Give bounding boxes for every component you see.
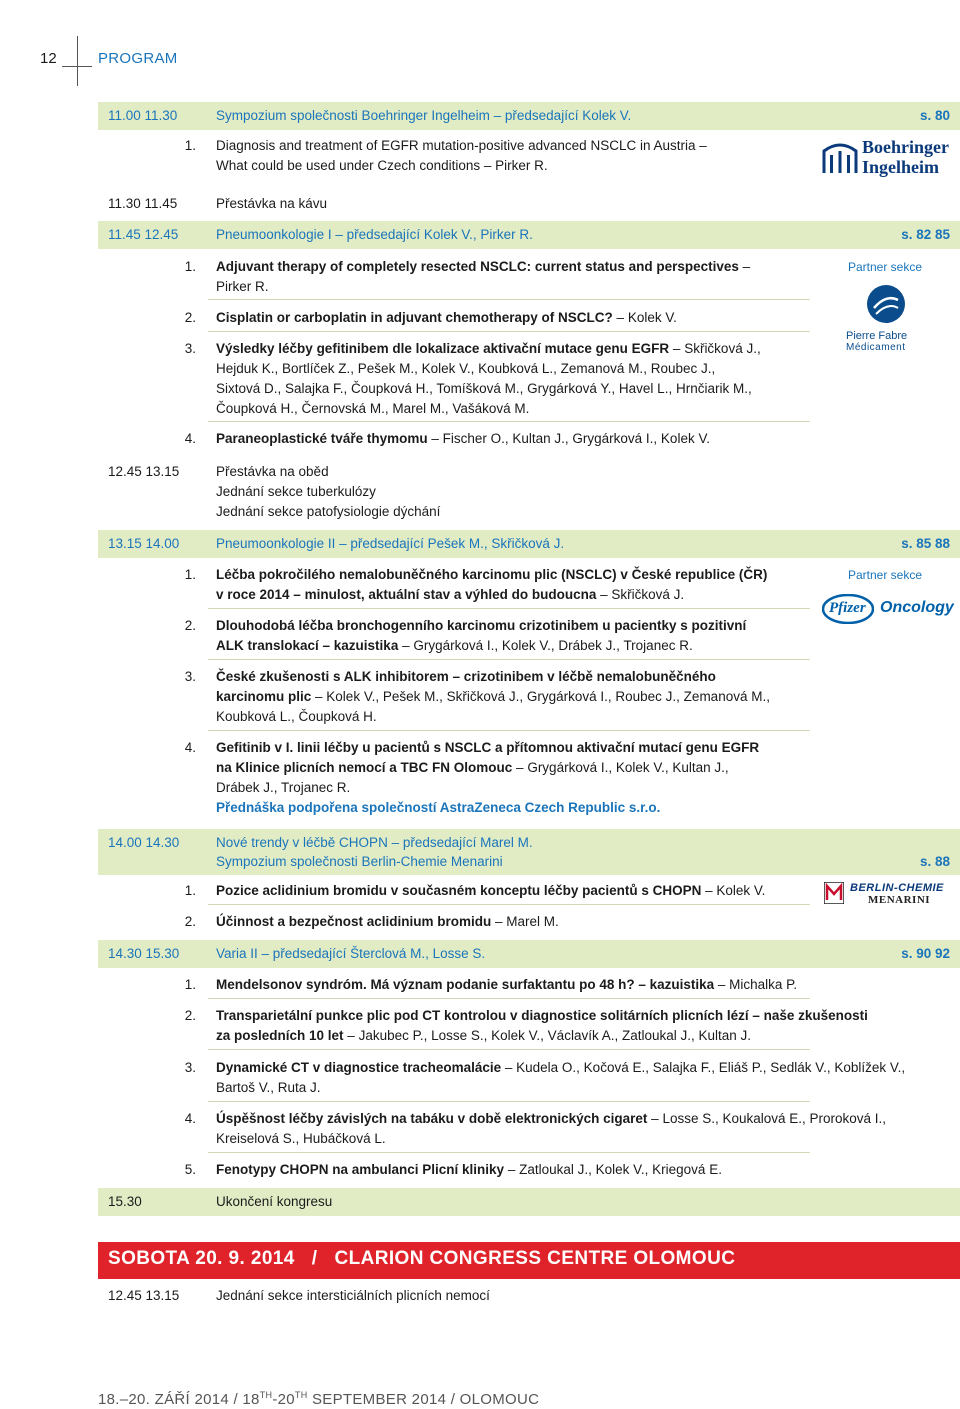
footer-text: 18.–20. ZÁŘÍ 2014 / 18: [98, 1391, 260, 1408]
item-authors: Jakubec P., Losse S., Kolek V., Václavík A., Zatloukal J., Kultan J.: [358, 1028, 752, 1043]
break-text: [216, 462, 916, 522]
item-text: [216, 1058, 926, 1098]
item-authors: Grygárková I., Kolek V., Kultan J.,: [527, 760, 729, 775]
logo-text: Pierre Fabre: [846, 330, 908, 342]
item-number: 3.: [184, 669, 196, 684]
session-header-pneumoonkologie-1: [98, 221, 960, 249]
dash: –: [612, 310, 628, 325]
item-title: Paraneoplastické tváře thymomu: [216, 431, 428, 446]
item-authors: Kolek V., Pešek M., Skřičková J., Grygárková I., Roubec J., Zemanová M.,: [326, 689, 770, 704]
dash: –: [738, 259, 751, 274]
dash: –: [491, 914, 507, 929]
partner-label: Partner sekce: [848, 260, 923, 274]
dash: –: [343, 1028, 359, 1043]
logo-text: MENARINI: [868, 894, 931, 906]
divider: [208, 730, 810, 731]
session-subtitle: Sympozium společnosti Berlin-Chemie Menarini: [216, 854, 503, 869]
sponsor-note: Přednáška podpořena společností AstraZeneca Czech Republic s.r.o.: [216, 800, 661, 815]
boehringer-emblem-icon: [820, 137, 860, 177]
item-number: 4.: [184, 740, 196, 755]
item-text: [216, 912, 816, 932]
item-authors: Koubková L., Čoupková H.: [216, 709, 377, 724]
dash: –: [501, 1060, 517, 1075]
logo-text: BERLIN-CHEMIE: [850, 882, 944, 894]
dash: –: [427, 431, 443, 446]
item-time: 12.45 13.15: [108, 1288, 180, 1303]
divider: [208, 1049, 810, 1050]
section-label: PROGRAM: [98, 50, 178, 67]
item-number: 5.: [184, 1162, 196, 1177]
crop-mark-horizontal: [62, 66, 92, 67]
item-text: [216, 1109, 926, 1149]
item-authors: Skřičková J.,: [684, 341, 761, 356]
item-title: Dlouhodobá léčba bronchogenního karcinomu crizotinibem u pacientky s pozitivní: [216, 618, 747, 633]
item-title: Jednání sekce intersticiálních plicních nemocí: [216, 1288, 490, 1303]
item-title: Transparietální punkce plic pod CT kontrolou v diagnostice solitárních plicních lézí – naše zkušenosti: [216, 1008, 868, 1023]
break-time: 11.30 11.45: [108, 196, 178, 211]
item-number: 1.: [184, 883, 196, 898]
item-text: [216, 616, 816, 656]
dash: –: [701, 883, 717, 898]
item-number: 4.: [184, 431, 196, 446]
partner-label: Partner sekce: [848, 568, 923, 582]
item-number: 3.: [184, 341, 196, 356]
boehringer-ingelheim-logo: [820, 137, 950, 179]
item-title: Úspěšnost léčby závislých na tabáku v době elektronických cigaret: [216, 1111, 648, 1126]
item-title: ALK translokací – kazuistika: [216, 638, 399, 653]
item-authors: Marel M.: [506, 914, 559, 929]
item-authors: Sixtová D., Salajka F., Čoupková H., Tomíšková M., Grygárková Y., Havel L., Hrnčiarik M.,: [216, 381, 752, 396]
logo-text: Pfizer: [829, 600, 866, 616]
session-time: 14.30 15.30: [108, 946, 180, 961]
item-authors: Zatloukal J., Kolek V., Kriegová E.: [519, 1162, 722, 1177]
break-title: Přestávka na kávu: [216, 196, 328, 211]
divider: [208, 1101, 810, 1102]
day-heading: SOBOTA 20. 9. 2014 / CLARION CONGRESS CENTRE OLOMOUC: [108, 1248, 736, 1269]
item-title: Účinnost a bezpečnost aclidinium bromidu: [216, 914, 492, 929]
item-authors: Pirker R.: [216, 279, 269, 294]
item-number: 1.: [184, 259, 196, 274]
item-text: [216, 738, 926, 818]
footer-text: -20: [272, 1391, 295, 1408]
saturday-banner: [98, 1242, 960, 1279]
item-title: za posledních 10 let: [216, 1028, 344, 1043]
item-text: [216, 1006, 926, 1046]
item-title: Gefitinib v I. linii léčby u pacientů s NSCLC a přítomnou aktivační mutací genu EGFR: [216, 740, 760, 755]
session-pages: s. 88: [919, 854, 950, 869]
footer-text: SEPTEMBER 2014 / OLOMOUC: [307, 1391, 540, 1408]
item-authors: Hejduk K., Bortlíček Z., Pešek M., Kolek V., Koubková L., Zemanová M., Roubec J.,: [216, 361, 716, 376]
item-title: Cisplatin or carboplatin in adjuvant chemotherapy of NSCLC?: [216, 310, 613, 325]
session-title: Sympozium společnosti Boehringer Ingelheim – předsedající Kolek V.: [216, 108, 632, 123]
divider: [208, 659, 810, 660]
item-number: 4.: [184, 1111, 196, 1126]
berlin-chemie-menarini-logo: [824, 882, 954, 906]
item-text: [216, 136, 816, 176]
item-title: České zkušenosti s ALK inhibitorem – crizotinibem v léčbě nemalobuněčného: [216, 669, 716, 684]
item-number: 1.: [184, 977, 196, 992]
break-line: Přestávka na oběd: [216, 464, 329, 479]
session-time: 13.15 14.00: [108, 536, 180, 551]
logo-text: Médicament: [846, 342, 906, 353]
item-authors: Bartoš V., Ruta J.: [216, 1080, 321, 1095]
item-authors: Čoupková H., Černovská M., Marel M., Vašáková M.: [216, 401, 530, 416]
item-text: [216, 667, 816, 727]
item-text: [216, 975, 926, 995]
pierre-fabre-logo: [842, 284, 932, 356]
divider: [208, 1152, 810, 1153]
item-text: [216, 881, 816, 901]
dash: –: [669, 341, 685, 356]
item-authors: Drábek J., Trojanec R.: [216, 780, 351, 795]
session-header-varia-2: [98, 940, 960, 968]
item-text: [216, 257, 816, 297]
session-title: Pneumoonkologie I – předsedající Kolek V., Pirker R.: [216, 227, 533, 242]
item-number: 1.: [184, 567, 196, 582]
item-title: Léčba pokročilého nemalobuněčného karcinomu plic (NSCLC) v České republice (ČR): [216, 567, 768, 582]
item-title: Pozice aclidinium bromidu v současném konceptu léčby pacientů s CHOPN: [216, 883, 702, 898]
item-number: 1.: [184, 138, 196, 153]
session-title: Varia II – předsedající Šterclová M., Losse S.: [216, 946, 486, 961]
item-authors: Skřičková J.: [611, 587, 685, 602]
end-title: Ukončení kongresu: [216, 1194, 333, 1209]
dash: –: [512, 760, 528, 775]
item-title: Výsledky léčby gefitinibem dle lokalizace aktivační mutace genu EGFR: [216, 341, 670, 356]
divider: [208, 331, 810, 332]
footer-dates: [98, 1390, 539, 1408]
item-authors: Losse S., Koukalová E., Proroková I.,: [662, 1111, 887, 1126]
break-time: 12.45 13.15: [108, 464, 180, 479]
item-text: [216, 565, 816, 605]
item-title: Adjuvant therapy of completely resected NSCLC: current status and perspectives: [216, 259, 739, 274]
item-authors: Kolek V.: [716, 883, 766, 898]
item-authors: Grygárková I., Kolek V., Drábek J., Trojanec R.: [413, 638, 693, 653]
item-number: 2.: [184, 1008, 196, 1023]
item-title: karcinomu plic: [216, 689, 312, 704]
footer-superscript: TH: [259, 1390, 273, 1400]
pierre-fabre-emblem-icon: [866, 284, 906, 324]
logo-text: Ingelheim: [862, 157, 940, 177]
session-title: Nové trendy v léčbě CHOPN – předsedající Marel M.: [216, 835, 533, 850]
session-pages: s. 82 85: [901, 227, 950, 242]
dash: –: [504, 1162, 520, 1177]
divider: [208, 421, 810, 422]
session-pages: s. 80: [919, 108, 950, 123]
item-authors: Kudela O., Kočová E., Salajka F., Eliáš P., Sedlák V., Koblížek V.,: [516, 1060, 906, 1075]
logo-text: Boehringer: [862, 137, 949, 157]
item-number: 3.: [184, 1060, 196, 1075]
session-title: Pneumoonkologie II – předsedající Pešek M., Skřičková J.: [216, 536, 565, 551]
logo-text: Oncology: [880, 599, 954, 616]
item-line: Diagnosis and treatment of EGFR mutation-positive advanced NSCLC in Austria –: [216, 138, 707, 153]
item-text: [216, 308, 816, 328]
divider: [208, 608, 810, 609]
session-header-pneumoonkologie-2: [98, 530, 960, 558]
item-title: Fenotypy CHOPN na ambulanci Plicní kliniky: [216, 1162, 505, 1177]
item-authors: Kreiselová S., Hubáčková L.: [216, 1131, 386, 1146]
divider: [208, 299, 810, 300]
footer-superscript: TH: [294, 1390, 308, 1400]
session-pages: s. 90 92: [901, 946, 950, 961]
dash: –: [714, 977, 730, 992]
dash: –: [596, 587, 612, 602]
item-text: [216, 1160, 926, 1180]
break-line: Jednání sekce patofysiologie dýchání: [216, 504, 441, 519]
item-title: Dynamické CT v diagnostice tracheomalácie: [216, 1060, 502, 1075]
item-line: What could be used under Czech conditions – Pirker R.: [216, 158, 548, 173]
session-header-chopn: [98, 829, 960, 875]
crop-mark-vertical: [77, 36, 78, 86]
item-title: Mendelsonov syndróm. Má význam podanie surfaktantu po 48 h? – kazuistika: [216, 977, 715, 992]
dash: –: [647, 1111, 663, 1126]
item-title: v roce 2014 – minulost, aktuální stav a výhled do budoucna: [216, 587, 597, 602]
item-text: [216, 429, 816, 449]
menarini-emblem-icon: [824, 882, 844, 904]
item-title: na Klinice plicních nemocí a TBC FN Olomouc: [216, 760, 513, 775]
item-authors: Kolek V.: [627, 310, 677, 325]
item-number: 2.: [184, 310, 196, 325]
dash: –: [398, 638, 414, 653]
pfizer-oncology-logo: [822, 594, 952, 626]
session-time: 11.45 12.45: [108, 227, 179, 242]
divider: [208, 998, 810, 999]
item-authors: Fischer O., Kultan J., Grygárková I., Kolek V.: [442, 431, 710, 446]
break-line: Jednání sekce tuberkulózy: [216, 484, 376, 499]
session-time: 11.00 11.30: [108, 108, 178, 123]
item-authors: Michalka P.: [729, 977, 798, 992]
dash: –: [311, 689, 327, 704]
item-number: 2.: [184, 914, 196, 929]
item-text: [216, 339, 816, 419]
end-time: 15.30: [108, 1194, 142, 1209]
page-number: 12: [40, 50, 57, 67]
congress-end-row: [98, 1188, 960, 1216]
session-time: 14.00 14.30: [108, 835, 180, 850]
session-pages: s. 85 88: [901, 536, 950, 551]
item-number: 2.: [184, 618, 196, 633]
session-header-symposium-boehringer: [98, 102, 960, 130]
divider: [208, 904, 810, 905]
